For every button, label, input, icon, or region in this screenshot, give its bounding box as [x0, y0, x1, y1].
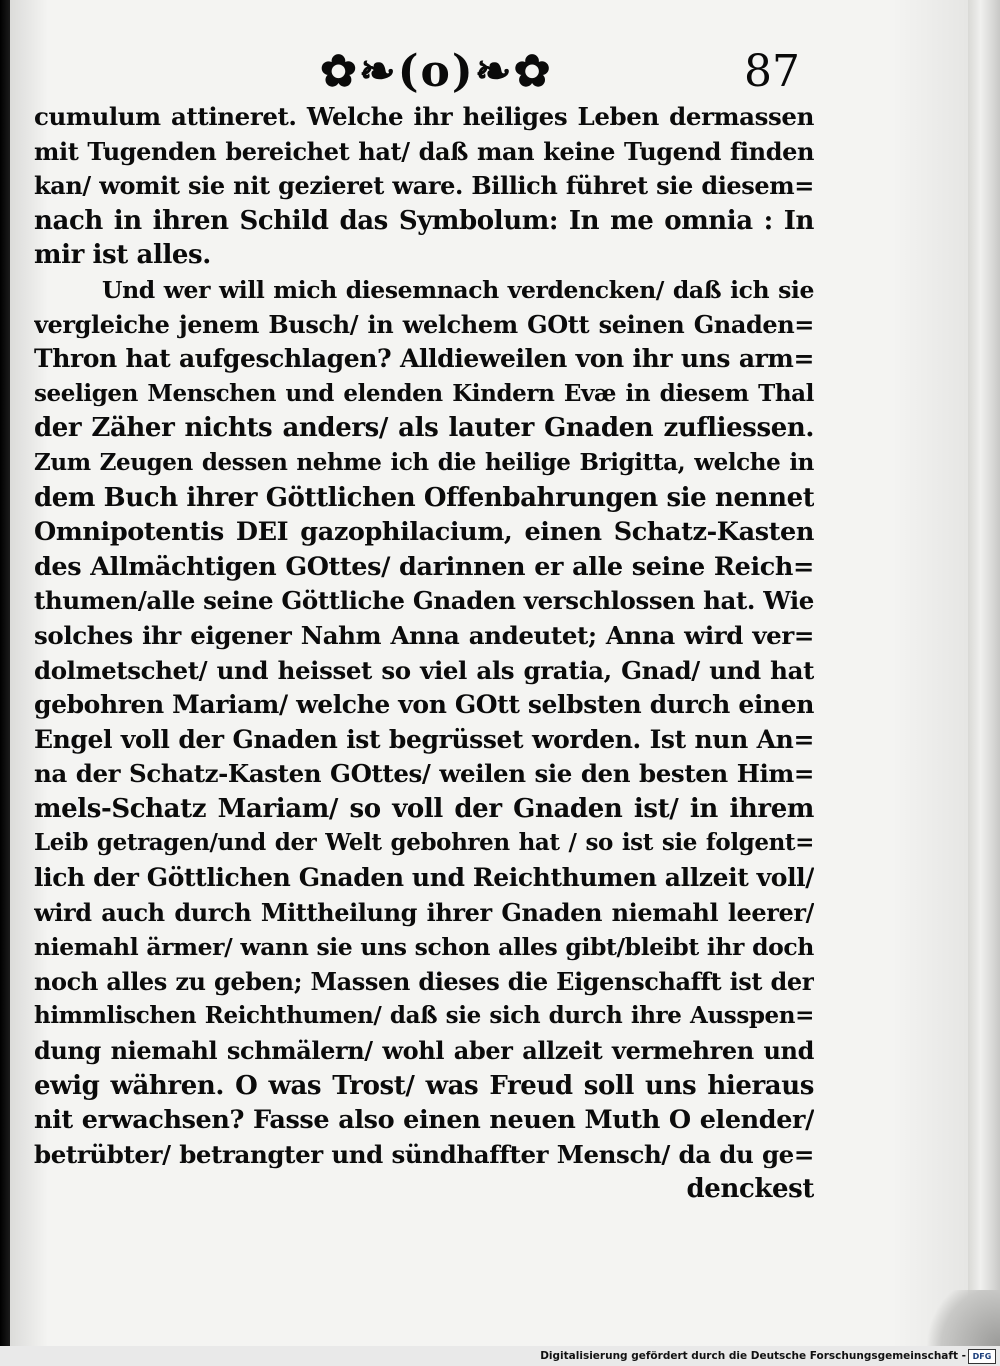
- text-line: dem Buch ihrer Göttlichen Offenbahrungen sie nennet: [34, 482, 814, 513]
- text-line: Omnipotentis DEI gazophilacium, einen Schatz-Kasten: [34, 517, 814, 548]
- page-corner-shadow: [920, 1290, 1000, 1346]
- text-line: himmlischen Reichthumen/ daß sie sich durch ihre Ausspen=: [34, 1002, 814, 1030]
- text-line: gebohren Mariam/ welche von GOtt selbsten durch einen: [34, 690, 814, 720]
- text-line: nit erwachsen? Fasse also einen neuen Muth O elender/: [34, 1105, 814, 1136]
- text-line: betrübter/ betrangter und sündhaffter Mensch/ da du ge=: [34, 1139, 814, 1169]
- header-ornament: ✿❧(o)❧✿: [320, 46, 553, 97]
- body-text: [34, 100, 814, 1207]
- text-line: ewig währen. O was Trost/ was Freud soll uns hieraus: [34, 1070, 814, 1101]
- text-line: lich der Göttlichen Gnaden und Reichthumen allzeit voll/: [34, 863, 814, 893]
- text-line: Leib getragen/und der Welt gebohren hat / so ist sie folgent=: [34, 829, 814, 857]
- text-line: vergleiche jenem Busch/ in welchem GOtt seinen Gnaden=: [34, 309, 814, 339]
- page-header: [320, 44, 800, 100]
- text-line: cumulum attineret. Welche ihr heiliges Leben dermassen: [34, 102, 814, 131]
- text-line: mels-Schatz Mariam/ so voll der Gnaden ist/ in ihrem: [34, 793, 814, 824]
- text-line: mit Tugenden bereichet hat/ daß man keine Tugend finden: [34, 136, 814, 166]
- text-line: Engel voll der Gnaden ist begrüsset worden. Ist nun An=: [34, 724, 814, 754]
- text-line: Thron hat aufgeschlagen? Alldieweilen von ihr uns arm=: [34, 344, 814, 374]
- text-line: des Allmächtigen GOttes/ darinnen er alle seine Reich=: [34, 551, 814, 582]
- catchword: denckest: [686, 1174, 814, 1205]
- book-page: [10, 0, 968, 1346]
- text-line: thumen/alle seine Göttliche Gnaden verschlossen hat. Wie: [34, 586, 814, 616]
- text-line: Und wer will mich diesemnach verdencken/ daß ich sie: [102, 275, 814, 304]
- text-line: solches ihr eigener Nahm Anna andeutet; Anna wird ver=: [34, 620, 814, 650]
- text-line: Zum Zeugen dessen nehme ich die heilige Brigitta, welche in: [34, 448, 814, 476]
- digitization-footer: [0, 1346, 1000, 1366]
- text-line: seeligen Menschen und elenden Kindern Evæ in diesem Thal: [34, 379, 814, 407]
- text-line: noch alles zu geben; Massen dieses die Eigenschafft ist der: [34, 966, 814, 996]
- page-fore-edge: [968, 0, 1000, 1346]
- text-line: nach in ihren Schild das Symbolum: In me omnia : In: [34, 205, 814, 236]
- text-line: dung niemahl schmälern/ wohl aber allzeit vermehren und: [34, 1036, 814, 1066]
- dfg-logo-icon: DFG: [968, 1349, 996, 1364]
- text-line: niemahl ärmer/ wann sie uns schon alles gibt/bleibt ihr doch: [34, 933, 814, 962]
- text-line: na der Schatz-Kasten GOttes/ weilen sie den besten Him=: [34, 759, 814, 789]
- text-line: dolmetschet/ und heisset so viel als gratia, Gnad/ und hat: [34, 655, 814, 685]
- text-line: der Zäher nichts anders/ als lauter Gnaden zufliessen.: [34, 413, 814, 444]
- funding-credit: Digitalisierung gefördert durch die Deutsche Forschungsgemeinschaft -: [540, 1350, 966, 1362]
- page-number: 87: [744, 46, 800, 97]
- text-line: wird auch durch Mittheilung ihrer Gnaden niemahl leerer/: [34, 897, 814, 927]
- text-line: mir ist alles.: [34, 240, 211, 271]
- text-line: kan/ womit sie nit gezieret ware. Billich führet sie diesem=: [34, 171, 814, 201]
